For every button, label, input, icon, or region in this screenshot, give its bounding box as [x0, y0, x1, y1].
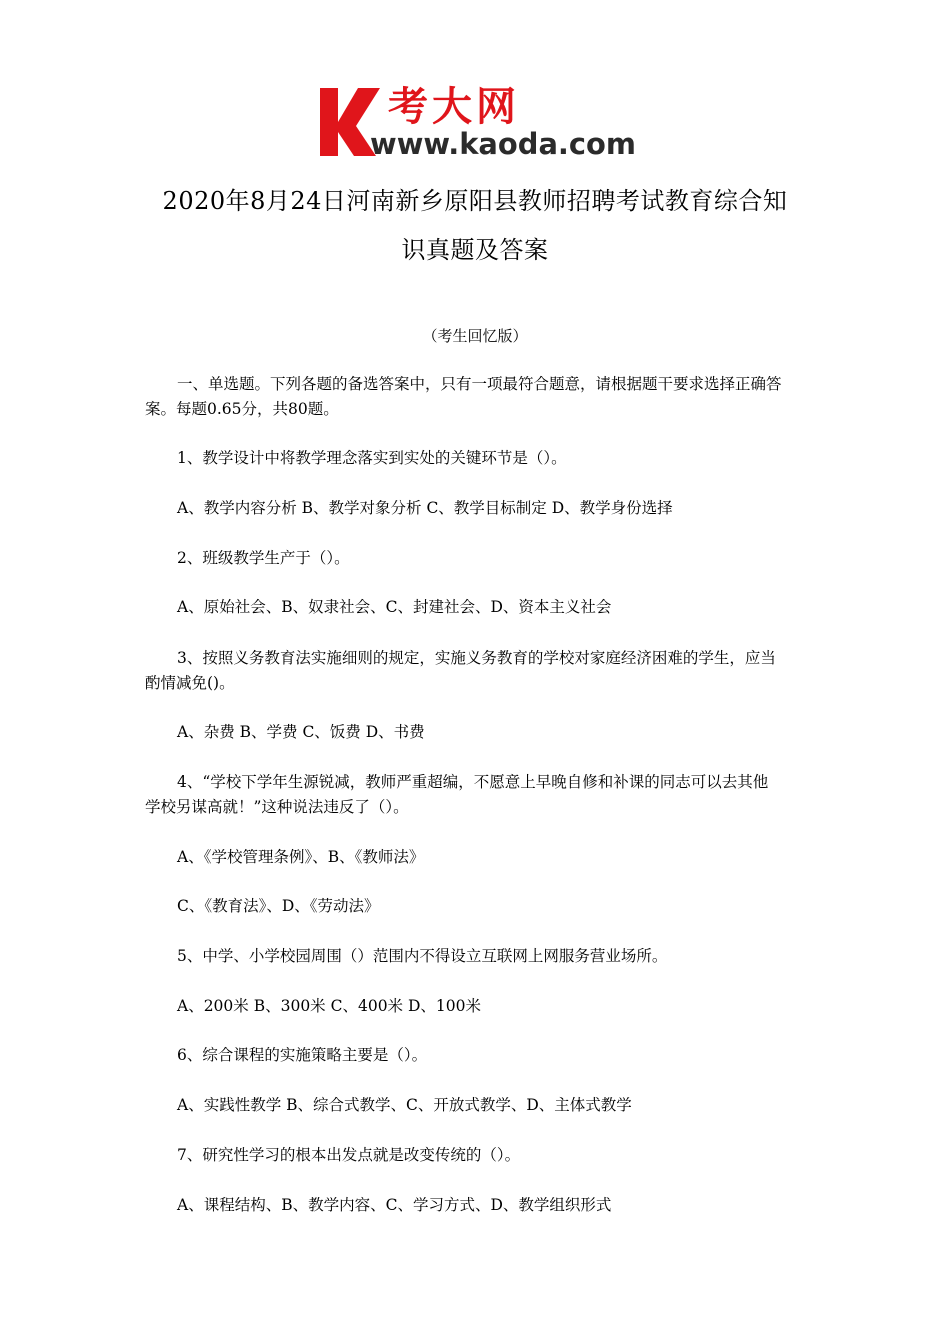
logo-url: www.kaoda.com [370, 127, 636, 160]
question-4 [145, 770, 810, 820]
question-3 [145, 646, 810, 696]
logo-brand-cn: 考大网 [388, 84, 520, 130]
document-title-line-2: 识真题及答案 [401, 236, 549, 264]
question-6: 6、综合课程的实施策略主要是（）。 [177, 1046, 428, 1064]
document-title-line-1: 2020年8月24日河南新乡原阳县教师招聘考试教育综合知 [162, 187, 788, 215]
question-4-options-1: A、《学校管理条例》、B、《教师法》 [177, 848, 425, 866]
question-4-options-2: C、《教育法》、D、《劳动法》 [177, 897, 380, 915]
question-6-options: A、实践性教学 B、综合式教学、C、开放式教学、D、主体式教学 [177, 1096, 632, 1114]
kaoda-logo-graphic [318, 82, 640, 160]
question-5: 5、中学、小学校园周围（）范围内不得设立互联网上网服务营业场所。 [177, 947, 668, 965]
question-3-line-1: 3、按照义务教育法实施细则的规定，实施义务教育的学校对家庭经济困难的学生，应当 [177, 649, 776, 667]
question-1: 1、教学设计中将教学理念落实到实处的关键环节是（）。 [177, 449, 567, 467]
question-1-options: A、教学内容分析 B、教学对象分析 C、教学目标制定 D、教学身份选择 [177, 499, 673, 517]
question-4-line-1: 4、“学校下学年生源锐减，教师严重超编，不愿意上早晚自修和补课的同志可以去其他 [177, 773, 769, 791]
section-intro [145, 372, 810, 422]
question-3-options: A、杂费 B、学费 C、饭费 D、书费 [177, 723, 425, 741]
section-intro-line-2: 案。每题0.65分，共80题。 [145, 400, 339, 418]
question-7-options: A、课程结构、B、教学内容、C、学习方式、D、教学组织形式 [177, 1196, 612, 1214]
question-2-options: A、原始社会、B、奴隶社会、C、封建社会、D、资本主义社会 [177, 598, 612, 616]
kaoda-logo [318, 82, 640, 160]
question-2: 2、班级教学生产于（）。 [177, 549, 350, 567]
section-intro-line-1: 一、单选题。下列各题的备选答案中，只有一项最符合题意，请根据题干要求选择正确答 [177, 375, 782, 393]
question-5-options: A、200米 B、300米 C、400米 D、100米 [177, 997, 481, 1015]
question-3-line-2: 酌情减免()。 [145, 674, 235, 692]
question-4-line-2: 学校另谋高就！”这种说法违反了（）。 [145, 798, 409, 816]
document-subtitle: （考生回忆版） [422, 327, 528, 345]
question-7: 7、研究性学习的根本出发点就是改变传统的（）。 [177, 1146, 521, 1164]
